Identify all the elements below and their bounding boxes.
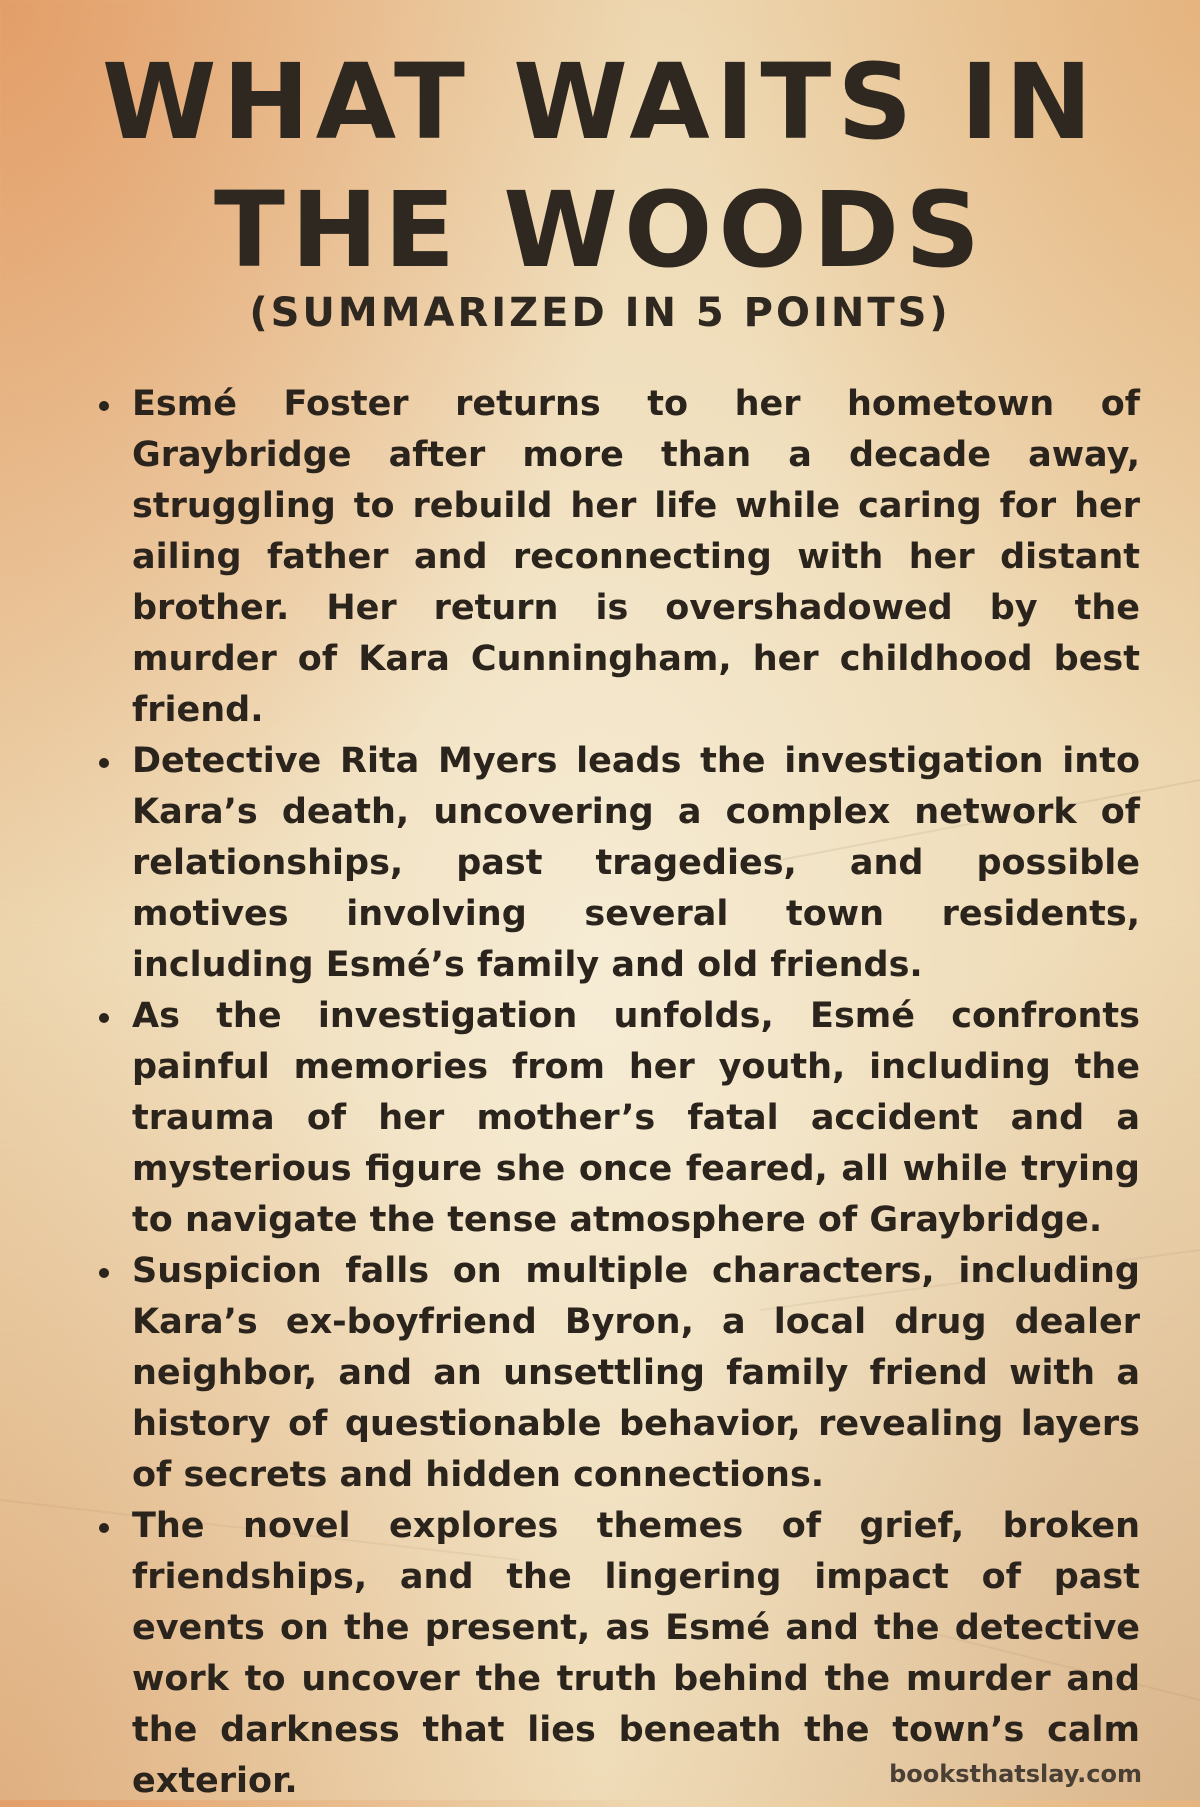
bullet-icon bbox=[99, 758, 109, 768]
bullet-icon bbox=[99, 1013, 109, 1023]
bullet-icon bbox=[99, 1268, 109, 1278]
summary-point-text: Esmé Foster returns to her hometown of Graybridge after more than a decade away, struggling to rebuild her life while caring for her ailing father and reconnecting with her distant brother. Her return is overshadowed by the murder of Kara Cunningham, her childhood best friend. bbox=[132, 384, 1140, 730]
summary-point-2 bbox=[96, 736, 1140, 991]
summary-point-1 bbox=[96, 379, 1140, 736]
summary-list bbox=[96, 379, 1140, 1807]
summary-point-text: Suspicion falls on multiple characters, including Kara’s ex-boyfriend Byron, a local drug dealer neighbor, and an unsettling family friend with a history of questionable behavior, revealing layers of secrets and hidden connections. bbox=[132, 1251, 1140, 1495]
source-credit: booksthatslay.com bbox=[889, 1760, 1142, 1788]
summary-point-text: As the investigation unfolds, Esmé confronts painful memories from her youth, including the trauma of her mother’s fatal accident and a mysterious figure she once feared, all while trying to navigate the tense atmosphere of Graybridge. bbox=[132, 996, 1140, 1240]
book-title bbox=[60, 38, 1140, 294]
summary-point-text: Detective Rita Myers leads the investigation into Kara’s death, uncovering a complex network of relationships, past tragedies, and possible motives involving several town residents, including Esmé’s family and old friends. bbox=[132, 741, 1140, 985]
summary-point-4 bbox=[96, 1246, 1140, 1501]
summary-point-3 bbox=[96, 991, 1140, 1246]
subtitle: (SUMMARIZED IN 5 POINTS) bbox=[249, 290, 951, 336]
summary-point-text: The novel explores themes of grief, broken friendships, and the lingering impact of past events on the present, as Esmé and the detective work to uncover the truth behind the murder and the darkness that lies beneath the town’s calm exterior. bbox=[132, 1506, 1140, 1801]
book-title-line-1: WHAT WAITS IN bbox=[101, 41, 1099, 163]
bullet-icon bbox=[99, 1523, 109, 1533]
book-title-line-2: THE WOODS bbox=[214, 169, 986, 291]
bullet-icon bbox=[99, 401, 109, 411]
